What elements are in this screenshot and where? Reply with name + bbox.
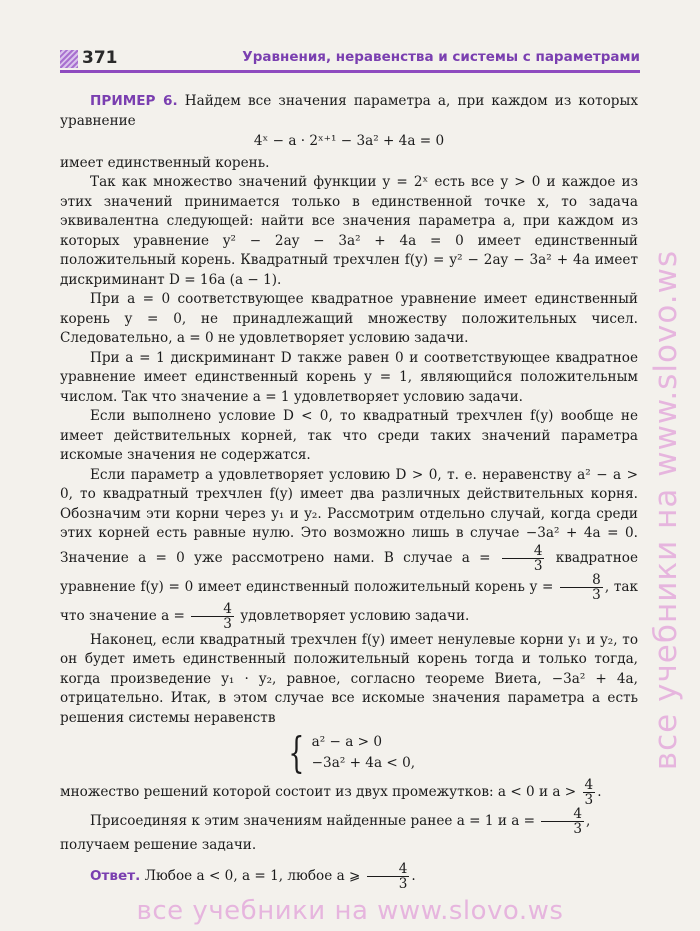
paragraph-3: При a = 1 дискриминант D также равен 0 и соответствующее квадратное уравнение имеет единственный корень y = 1, являющийся положительным числом. Так что значение a = 1 удовлетворяет условию задачи. [60,349,638,405]
paragraph-2: При a = 0 соответствующее квадратное уравнение имеет единственный корень y = 0, не принадлежащий множеству положительных чисел. Следовательно, a = 0 не удовлетворяет условию задачи. [60,291,638,346]
system-rows [312,732,415,774]
chapter-title: Уравнения, неравенства и системы с параметрами [242,49,640,65]
frac-num: 4 [367,862,410,877]
fraction-4-3 [502,544,545,573]
example-intro [60,92,638,131]
p5-part-b: квадратное уравнение f(y) = 0 имеет единственный положительный корень y = [60,549,638,595]
answer: Ответ. Любое a < 0, a = 1, любое a ⩾ $\frac{4}{3}$ . [90,860,416,892]
fraction-4-3 [583,778,596,807]
example-intro-text: Найдем все значения параметра a, при каждом из которых уравнение [60,93,638,129]
example-label: ПРИМЕР 6. [90,93,178,109]
p5-part-d: удовлетворяет условию задачи. [240,607,470,624]
frac-den: 3 [223,615,232,632]
fraction-4-3 [367,862,410,891]
frac-den: 3 [592,586,601,603]
inequality-system [60,728,638,777]
frac-den: 3 [533,557,543,574]
paragraph-8 [60,807,638,836]
answer-label: Ответ. [90,867,141,884]
system-row-2: −3a² + 4a < 0, [311,755,416,771]
frac-den: 3 [573,821,583,837]
fraction-4-3 [191,602,234,631]
p7-part-a: множество решений которой состоит из двух промежутков: a < 0 и a > [60,784,577,800]
frac-den: 3 [398,875,408,892]
frac-num: 8 [560,573,603,588]
p5-part-c: , так что значение a = [60,578,638,624]
watermark-side: все учебники на www.slovo.ws [648,249,684,771]
frac-num: 4 [502,544,545,559]
page-header [60,46,640,72]
p5-part-a: Если параметр a удовлетворяет условию D > 0, т. е. неравенству a² − a > 0, то квадратный трехчлен f(y) имеет два различных действительных корня. Обозначим эти корни через y₁ и y₂. Рассмотрим отдельно случай, когда среди этих корней есть равные нулю. Это возможно лишь в случае −3a² + 4a = 0. Значение a = 0 уже рассмотрено нами. В случае a = [60,466,638,566]
watermark-bottom: все учебники на www.slovo.ws [136,896,564,926]
system-brace: { [288,728,305,777]
p8-part-b: , [586,813,591,829]
paragraph-8-end: получаем решение задачи. [60,837,257,853]
paragraph-7 [60,778,638,807]
p7-part-b: . [597,784,602,800]
frac-num: 4 [584,777,594,793]
after-equation: имеет единственный корень. [60,154,270,171]
system-row-1: a² − a > 0 [311,734,383,750]
page-number: 371 [82,48,118,68]
frac-num: 4 [541,807,584,822]
paragraph-4: Если выполнено условие D < 0, то квадратный трехчлен f(y) вообще не имеет действительных корней, так что среди таких значений параметра искомые значения не содержатся. [60,408,638,463]
main-equation: 4ˣ − a · 2ˣ⁺¹ − 3a² + 4a = 0 [253,133,445,149]
header-rule [60,70,640,73]
p8-part-a: Присоединяя к этим значениям найденные ранее a = 1 и a = [90,813,536,829]
page-content [60,92,638,891]
answer-text: Любое a < 0, a = 1, любое a ⩾ [140,867,361,884]
fraction-4-3 [541,807,584,836]
frac-den: 3 [584,792,594,808]
paragraph-1: Так как множество значений функции y = 2ˣ есть все y > 0 и каждое из этих значений принимается только в единственной точке x, то задача эквивалентна следующей: найти все значения параметра a, при каждом из которых уравнение y² − 2ay − 3a² + 4a = 0 имеет единственный положительный корень. Квадратный трехчлен f(y) = y² − 2ay − 3a² + 4a имеет дискриминант D = 16a (a − 1). [60,174,638,288]
frac-num: 4 [191,602,234,617]
fraction-8-3 [560,573,603,602]
paragraph-6: Наконец, если квадратный трехчлен f(y) имеет ненулевые корни y₁ и y₂, то он будет иметь единственный положительный корень тогда и только тогда, когда произведение y₁ · y₂, равное, согласно теореме Виета, −3a² + 4a, отрицательно. Итак, в этом случае все искомые значения параметра a есть решения системы неравенств [60,631,638,726]
header-decor-square [60,50,78,68]
paragraph-5 [60,466,638,631]
